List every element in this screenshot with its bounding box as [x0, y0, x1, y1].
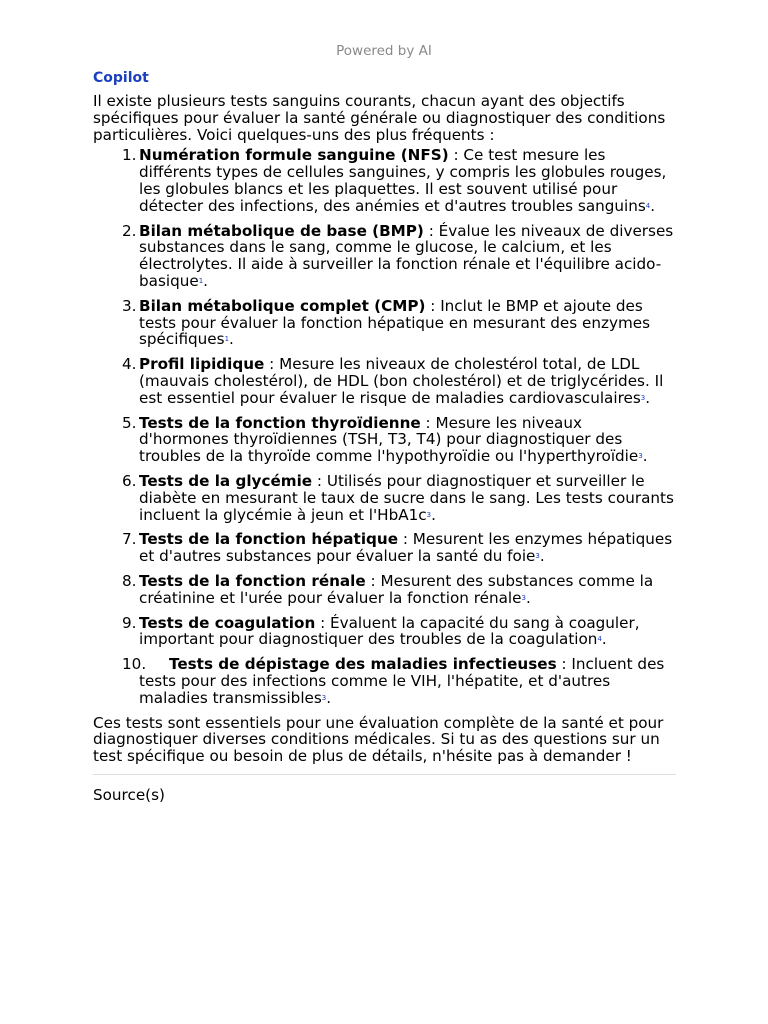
citation-link[interactable]: 3 [638, 452, 643, 461]
list-item-end: . [229, 330, 234, 349]
list-item-number: 9. [122, 613, 137, 632]
list-item-end: . [326, 688, 332, 707]
list-item-number: 10. [122, 655, 147, 674]
list-item-text: : Évaluent la capacité du sang à coaguler, important pour diagnostiquer des troubles de la coagulation [139, 613, 640, 649]
citation-link[interactable]: 3 [321, 693, 327, 702]
list-item-text: : Utilisés pour diagnostiquer et surveiller le diabète en mesurant le taux de sucre dans le sang. Les tests courants incluent la glycémie à jeun et l'HbA1c [139, 471, 674, 524]
list-item-text: : Incluent des tests pour des infections comme le VIH, l'hépatite, et d'autres maladies transmissibles [139, 655, 665, 707]
list-item-text: : Mesure les niveaux de cholestérol total, de LDL (mauvais cholestérol), de HDL (bon cholestérol) et de triglycérides. Il est essentiel pour évaluer le risque de maladies cardiovasculaires [139, 355, 664, 407]
list-item-title: Tests de la glycémie [139, 471, 313, 490]
powered-by-label: Powered by AI [336, 43, 432, 59]
message-body [93, 93, 676, 765]
list-item-end: . [650, 196, 656, 215]
list-item-end: . [645, 388, 651, 407]
list-item-text: : Ce test mesure les différents types de cellules sanguines, y compris les globules rouges, les globules blancs et les plaquettes. Il est souvent utilisé pour détecter des infections, des anémies et d'autres troubles sanguins [139, 146, 667, 215]
list-item [93, 656, 676, 706]
list-item-title: Profil lipidique [139, 355, 265, 374]
citation-link[interactable]: 1 [224, 335, 230, 344]
list-item [93, 573, 676, 607]
citation-link[interactable]: 4 [645, 201, 651, 210]
list-item [93, 298, 676, 348]
assistant-name: Copilot [93, 70, 149, 86]
list-item-end: . [601, 630, 607, 649]
intro-paragraph: Il existe plusieurs tests sanguins courants, chacun ayant des objectifs spécifiques pour évaluer la santé générale ou diagnostiquer des conditions particulières. Voici quelques-uns des plus fréquents : [93, 92, 666, 144]
citation-link[interactable]: 3 [535, 552, 540, 561]
list-item-text: : Évalue les niveaux de diverses substances dans le sang, comme le glucose, le calcium, et les électrolytes. Il aide à surveiller la fonction rénale et l'équilibre acido-basique [139, 221, 674, 290]
list-item-text: : Inclut le BMP et ajoute des tests pour évaluer la fonction hépatique en mesurant des enzymes spécifiques [139, 296, 650, 349]
list-item-title: Tests de dépistage des maladies infectieuses [169, 655, 557, 674]
list-item [93, 147, 676, 214]
tests-list [93, 147, 676, 706]
list-item-end: . [539, 547, 545, 566]
citation-link[interactable]: 3 [426, 510, 432, 519]
list-item-title: Tests de la fonction hépatique [139, 530, 399, 549]
list-item-title: Tests de la fonction rénale [139, 571, 366, 590]
list-item [93, 223, 676, 290]
citation-link[interactable]: 3 [521, 593, 526, 602]
list-item-end: . [431, 505, 436, 524]
list-item-title: Numération formule sanguine (NFS) [139, 146, 449, 165]
list-item [93, 473, 676, 523]
list-item [93, 531, 676, 565]
list-item-text: : Mesure les niveaux d'hormones thyroïdiennes (TSH, T3, T4) pour diagnostiquer des troubles de la thyroïde comme l'hypothyroïdie ou l'hyperthyroïdie [139, 413, 639, 466]
list-item-number: 2. [122, 221, 137, 240]
list-item-number: 4. [122, 355, 137, 374]
list-item-end: . [525, 588, 531, 607]
citation-link[interactable]: 3 [640, 393, 646, 402]
list-item-title: Bilan métabolique complet (CMP) [139, 296, 426, 315]
list-item [93, 415, 676, 465]
list-item [93, 615, 676, 649]
divider [93, 774, 676, 775]
outro-paragraph: Ces tests sont essentiels pour une évaluation complète de la santé et pour diagnostiquer diverses conditions médicales. Si tu as des questions sur un test spécifique ou besoin de plus de détails, n'hésite pas à demander ! [93, 713, 664, 766]
list-item-number: 3. [122, 296, 137, 315]
list-item-number: 5. [122, 413, 137, 432]
sources-label[interactable]: Source(s) [93, 785, 165, 804]
list-item-number: 6. [122, 471, 137, 490]
list-item-number: 7. [122, 530, 137, 549]
list-item-title: Bilan métabolique de base (BMP) [139, 221, 424, 240]
list-item-end: . [203, 271, 208, 290]
list-item-text: : Mesurent les enzymes hépatiques et d'autres substances pour évaluer la santé du foie [139, 530, 673, 566]
list-item-number: 8. [122, 571, 137, 590]
citation-link[interactable]: 4 [597, 635, 602, 644]
list-item-title: Tests de coagulation [139, 613, 316, 632]
chat-response [93, 40, 676, 805]
list-item-text: : Mesurent des substances comme la créatinine et l'urée pour évaluer la fonction rénale [139, 571, 654, 607]
list-item [93, 356, 676, 406]
list-item-end: . [642, 447, 648, 466]
list-item-number: 1. [122, 146, 137, 165]
list-item-title: Tests de la fonction thyroïdienne [139, 413, 421, 432]
citation-link[interactable]: 1 [198, 276, 204, 285]
